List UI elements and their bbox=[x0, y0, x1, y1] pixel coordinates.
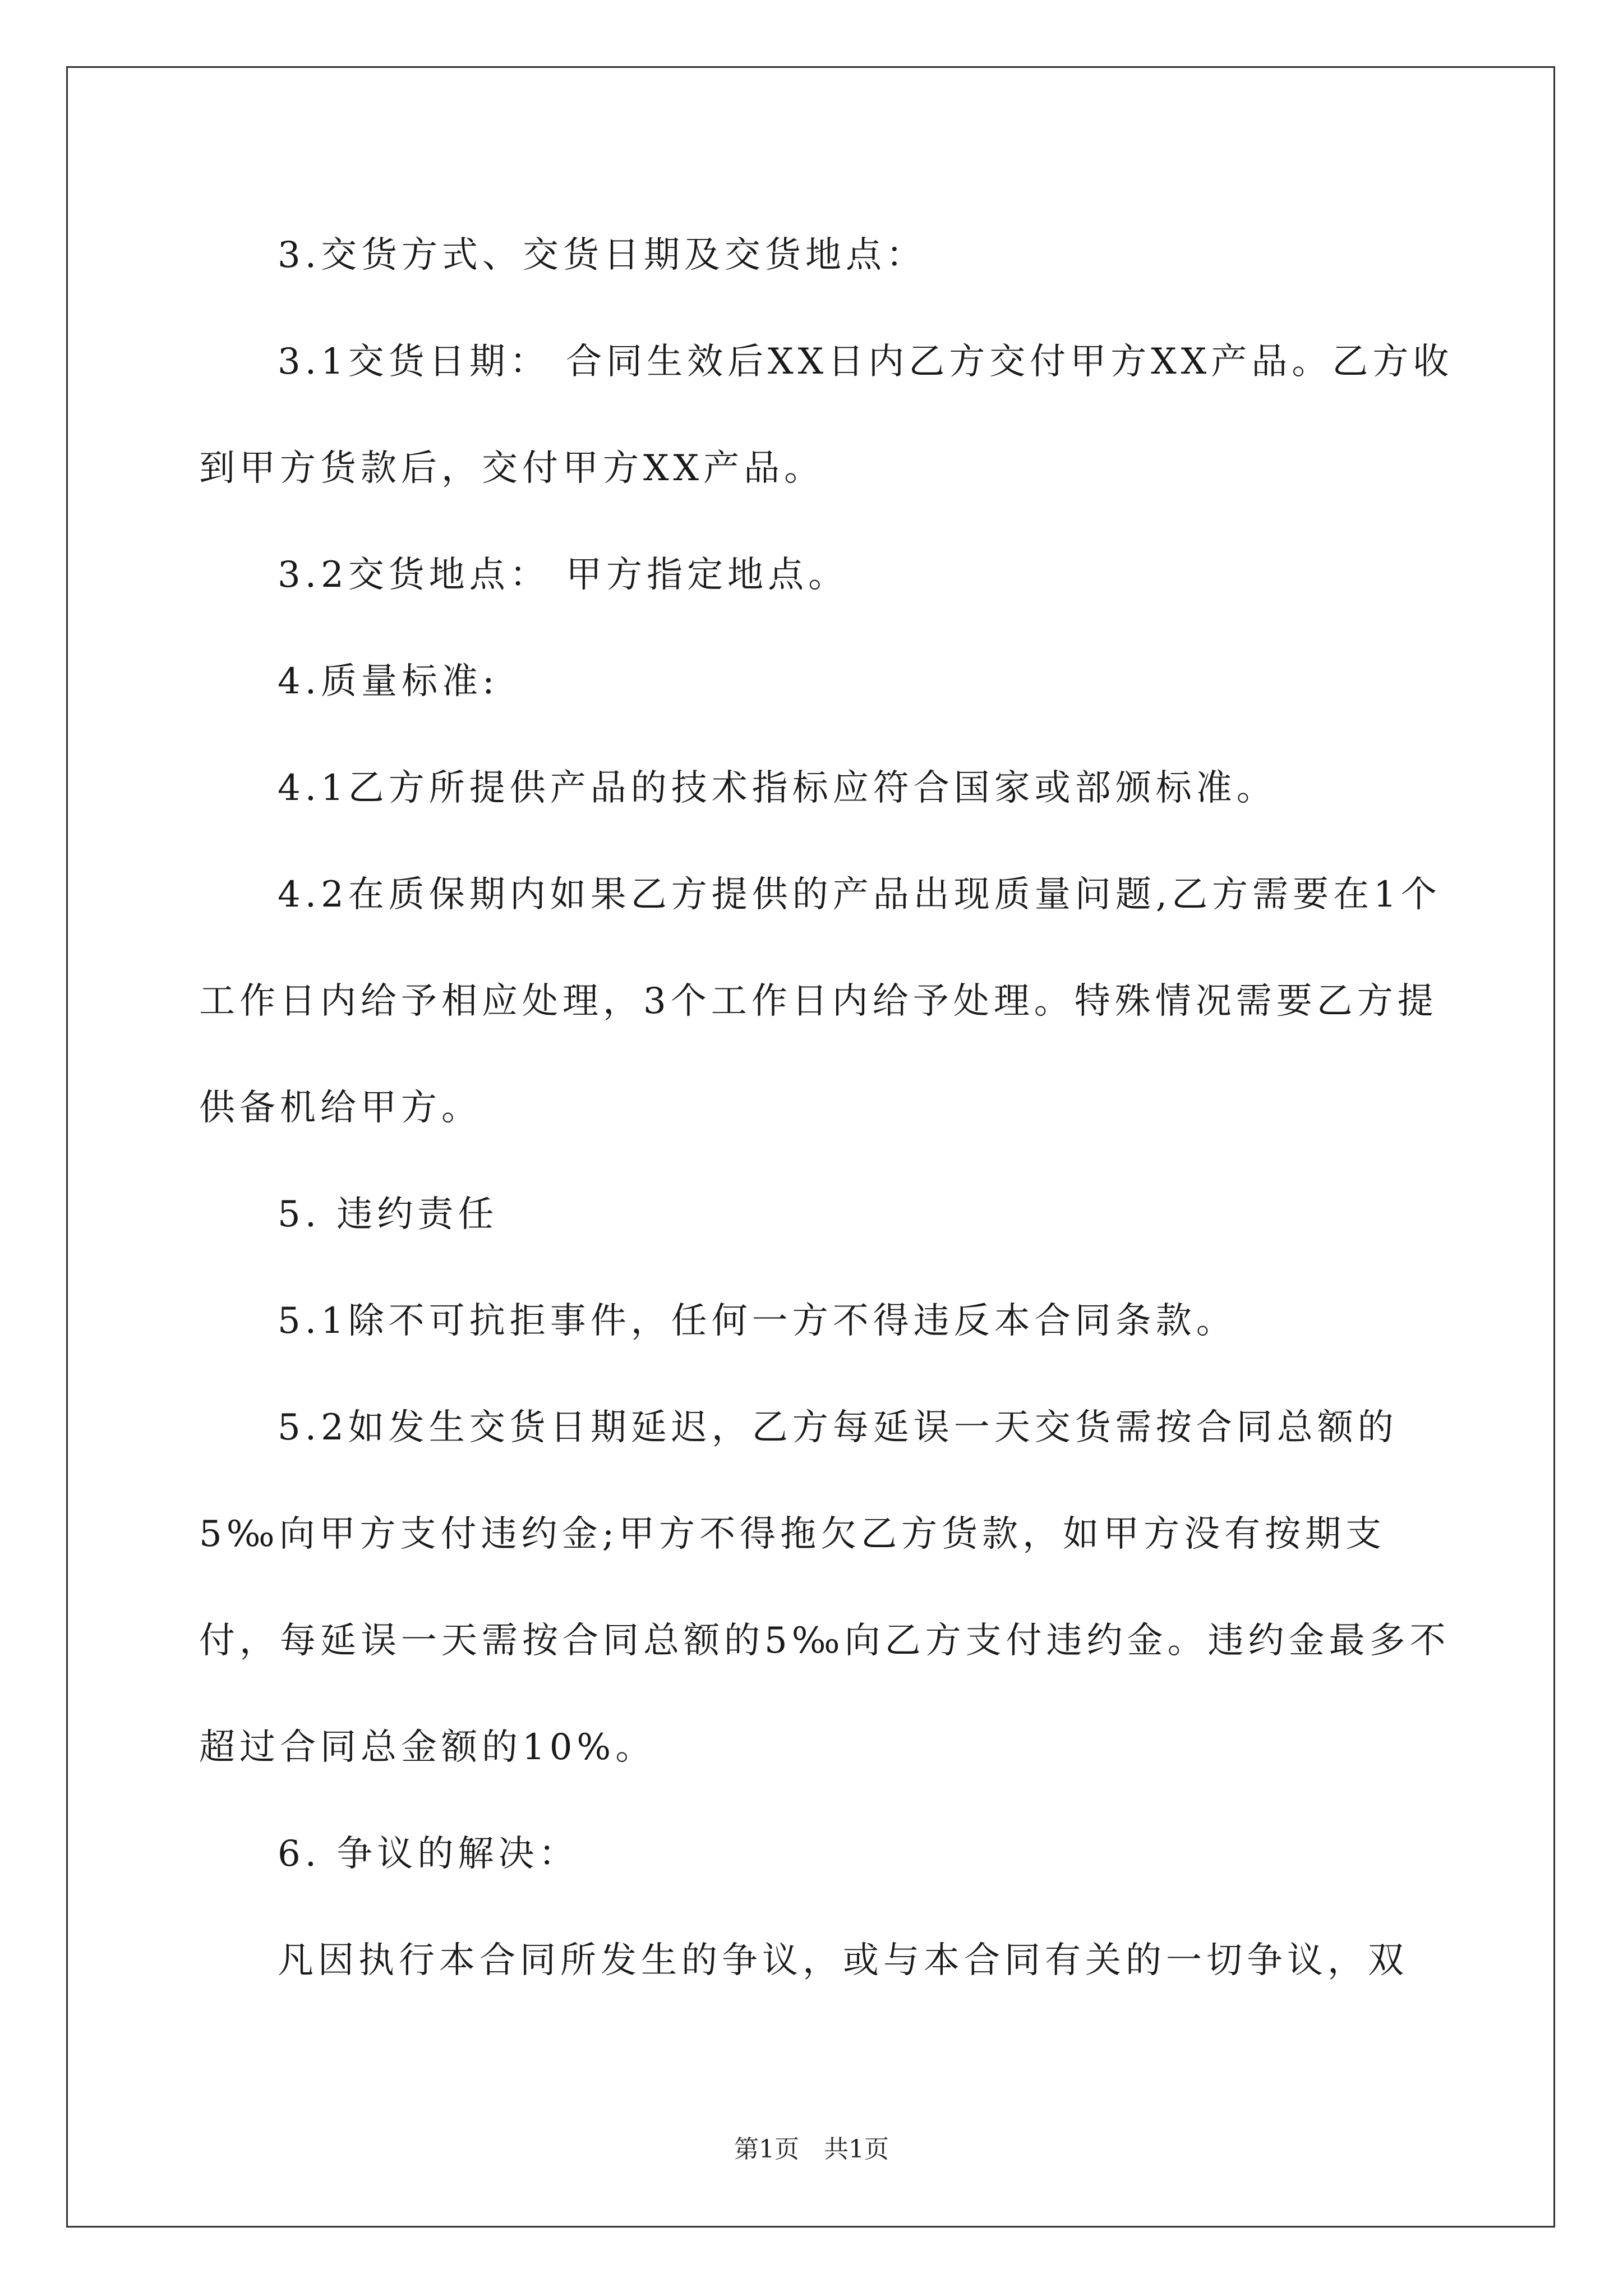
paragraph-3-1: 3.1交货日期： 合同生效后XX日内乙方交付甲方XX产品。乙方收到甲方货款后，交付甲方XX产品。 bbox=[199, 341, 1454, 489]
paragraph-4-heading: 4.质量标准: bbox=[278, 661, 499, 702]
paragraph-5-heading: 5. 违约责任 bbox=[278, 1194, 499, 1235]
paragraph-3-heading: 3.交货方式、交货日期及交货地点： bbox=[278, 234, 927, 276]
paragraph-5-1: 5.1除不可抗拒事件，任何一方不得违反本合同条款。 bbox=[278, 1300, 1237, 1342]
paragraph-6-heading: 6. 争议的解决： bbox=[278, 1833, 579, 1875]
paragraph-4-2: 4.2在质保期内如果乙方提供的产品出现质量问题,乙方需要在1个工作日内给予相应处理，3个工作日内给予处理。特殊情况需要乙方提供备机给甲方。 bbox=[199, 874, 1441, 1129]
paragraph-4-1: 4.1乙方所提供产品的技术指标应符合国家或部颁标准。 bbox=[278, 767, 1277, 809]
document-body bbox=[199, 202, 1461, 2014]
paragraph-3-2: 3.2交货地点： 甲方指定地点。 bbox=[278, 554, 849, 596]
paragraph-6-body: 凡因执行本合同所发生的争议，或与本合同有关的一切争议，双 bbox=[278, 1940, 1408, 1981]
paragraph-5-2: 5.2如发生交货日期延迟，乙方每延误一天交货需按合同总额的5‰向甲方支付违约金;甲方不得拖欠乙方货款，如甲方没有按期支付，每延误一天需按合同总额的5‰向乙方支付违约金。违约金最多不超过合同总金额的10%。 bbox=[199, 1407, 1450, 1768]
page-number: 第1页 共1页 bbox=[734, 2135, 889, 2164]
